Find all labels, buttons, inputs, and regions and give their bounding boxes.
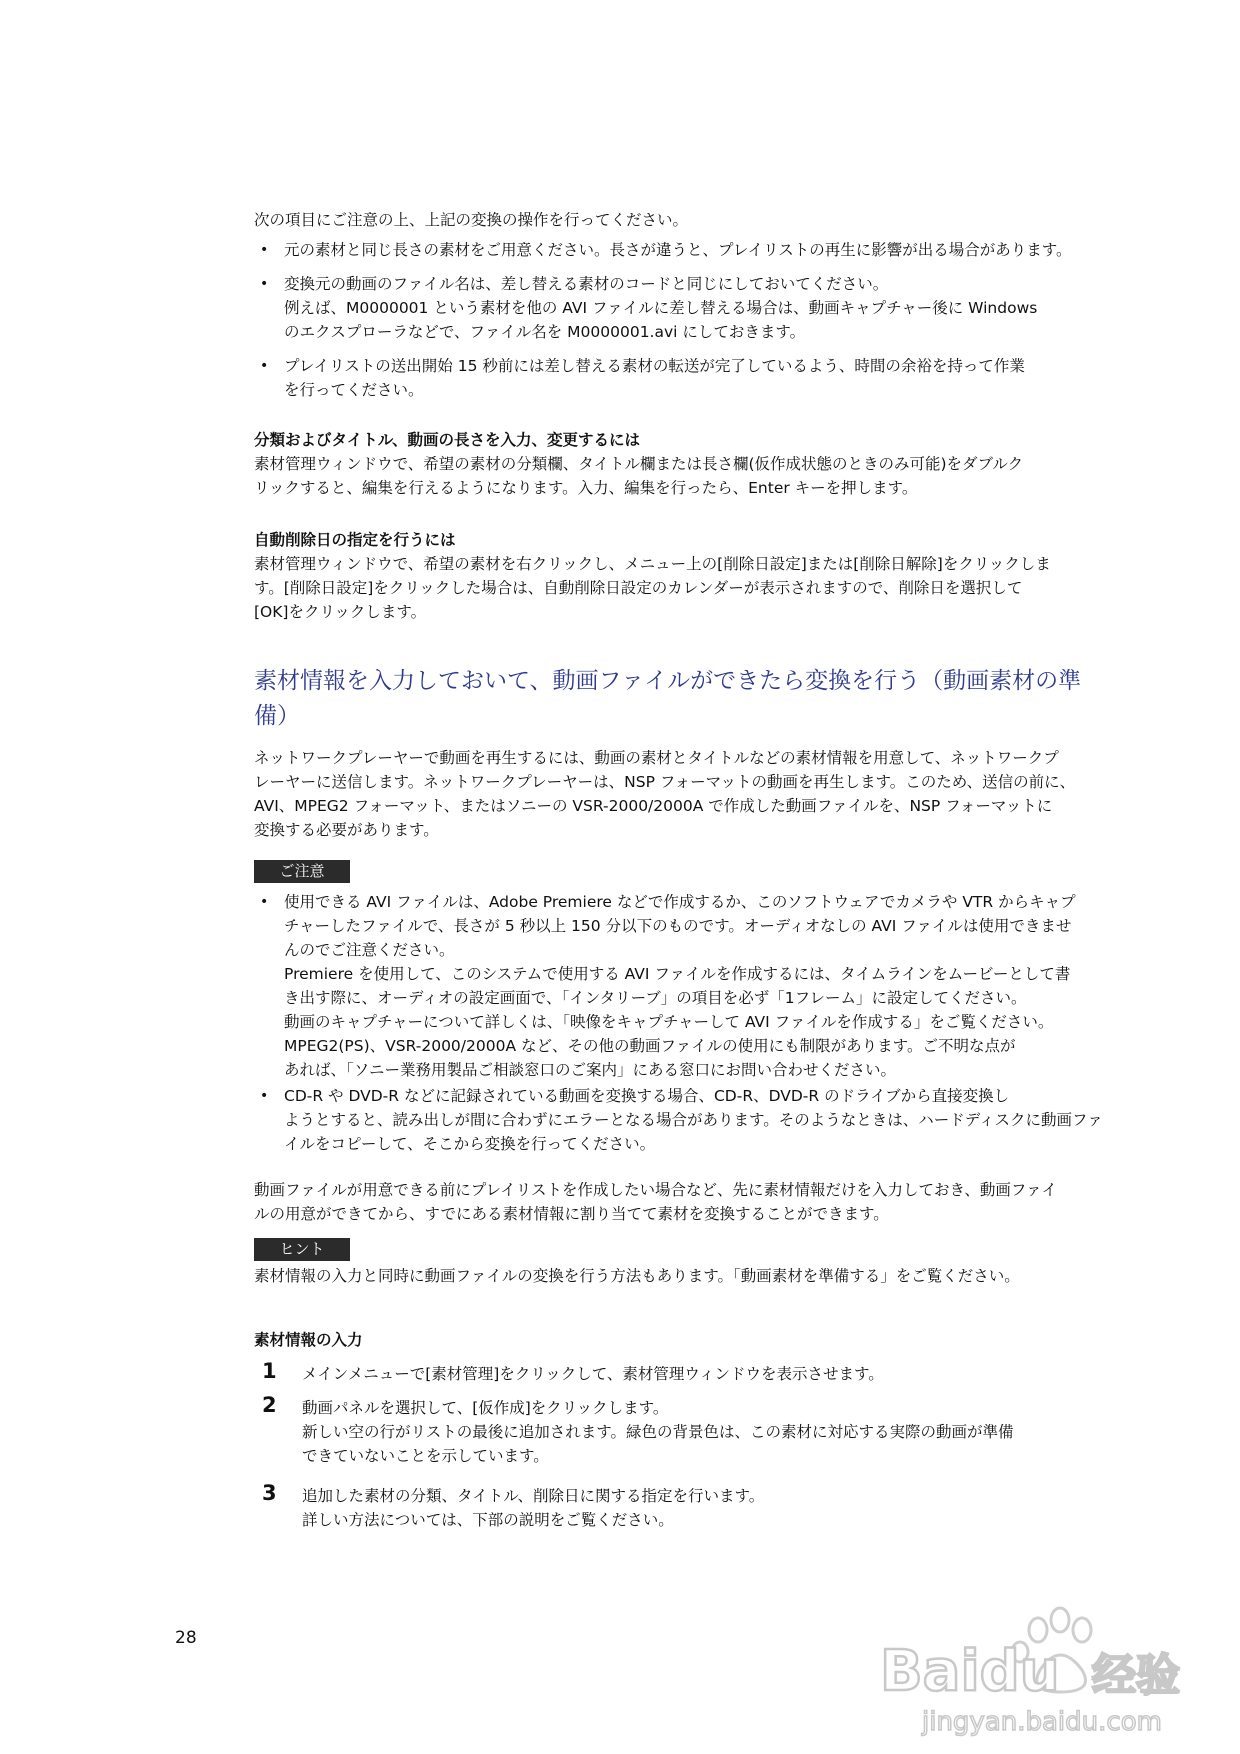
section-heading: 自動削除日の指定を行うには — [254, 531, 456, 549]
hint-text: 素材情報の入力と同時に動画ファイルの変換を行う方法もあります。「動画素材を準備する」をご覧ください。 — [254, 1267, 1020, 1285]
watermark-brand: Baidu — [880, 1639, 1060, 1704]
step-number: 1 — [262, 1359, 277, 1383]
list-item: • CD-R や DVD-R などに記録されている動画を変換する場合、CD-R、DVD-R のドライブから直接変換し ようとすると、読み出しが間に合わずにエラーとなる場合があります。そのようなときは、ハードディスクに動画ファ イルをコピーして、そこから変換を行ってください。 — [254, 1084, 1084, 1156]
hint-text-block — [254, 1264, 1084, 1288]
step-item: 3 追加した素材の分類、タイトル、削除日に関する指定を行います。 詳しい方法については、下部の説明をご覧ください。 — [262, 1481, 765, 1529]
note-list — [254, 890, 1103, 1156]
note-block — [254, 890, 1103, 1156]
list-item: • プレイリストの送出開始 15 秒前には差し替える素材の転送が完了しているよう、時間の余裕を持って作業 を行ってください。 — [254, 354, 1084, 402]
intro-text: 次の項目にご注意の上、上記の変換の操作を行ってください。 — [254, 211, 689, 229]
section-title: 素材情報を入力しておいて、動画ファイルができたら変換を行う（動画素材の準 備） — [254, 668, 1082, 729]
list-item: • 元の素材と同じ長さの素材をご用意ください。長さが違うと、プレイリストの再生に影響が出る場合があります。 — [254, 238, 1084, 262]
paragraph-line: [OK]をクリックします。 — [254, 603, 427, 621]
watermark-suffix: 经验 — [1092, 1650, 1180, 1701]
hint-label: ヒント — [254, 1238, 350, 1261]
step-item: 2 動画パネルを選択して、[仮作成]をクリックします。 新しい空の行がリストの最後に追加されます。緑色の背景色は、この素材に対応する実際の動画が準備 できていないことを示しています。 — [262, 1393, 1014, 1465]
input-section — [254, 1328, 1084, 1352]
paragraph-line: す。[削除日設定]をクリックした場合は、自動削除日設定のカレンダーが表示されますので、削除日を選択して — [254, 579, 1023, 597]
watermark-url: jingyan.baidu.com — [922, 1707, 1162, 1737]
step-number: 2 — [262, 1393, 277, 1417]
edit-fields-section — [254, 428, 1084, 500]
paragraph-line: 素材管理ウィンドウで、希望の素材を右クリックし、メニュー上の[削除日設定]または[削除日解除]をクリックしま — [254, 555, 1051, 573]
caution-list — [254, 238, 1084, 402]
step-item: 1 メインメニューで[素材管理]をクリックして、素材管理ウィンドウを表示させます。 — [262, 1359, 884, 1383]
step-number: 3 — [262, 1481, 277, 1505]
auto-delete-section — [254, 528, 1084, 624]
section-intro-block — [254, 208, 1084, 402]
section-heading: 分類およびタイトル、動画の長さを入力、変更するには — [254, 431, 640, 449]
list-item: • 使用できる AVI ファイルは、Adobe Premiere などで作成するか、このソフトウェアでカメラや VTR からキャプ チャーしたファイルで、長さが 5 秒以上 150 分以下のものです。オーディオなしの AVI ファイルは使用できませ んのでご注意ください。 Premiere を使用して、このシステムで使用する AVI ファイルを作成するには、タイムラインをムービーとして書 き出す際に、オーディオの設定画面で、「インタリーブ」の項目を必ず「1フレーム」に設定してください。 動画のキャプチャーについて詳しくは、「映像をキャプチャーして AVI ファイルを作成する」をご覧ください。 MPEG2(PS)、VSR-2000/2000A など、その他の動画ファイルの使用にも制限があります。ご不明な点が あれば、「ソニー業務用製品ご相談窓口のご案内」にある窓口にお問い合わせください。 — [254, 890, 1084, 1082]
paragraph-line: 素材管理ウィンドウで、希望の素材の分類欄、タイトル欄または長さ欄(仮作成状態のときのみ可能)をダブルク — [254, 455, 1024, 473]
paragraph-line: リックすると、編集を行えるようになります。入力、編集を行ったら、Enter キーを押します。 — [254, 479, 918, 497]
list-item: • 変換元の動画のファイル名は、差し替える素材のコードと同じにしておいてください。 例えば、M0000001 という素材を他の AVI ファイルに差し替える場合は、動画キャプチャー後に Windows のエクスプローラなどで、ファイル名を M0000001.avi にしておきます。 — [254, 272, 1084, 344]
page-number: 28 — [175, 1628, 197, 1648]
note-label: ご注意 — [254, 860, 350, 883]
section-heading: 素材情報の入力 — [254, 1331, 363, 1349]
intro-paragraph: ネットワークプレーヤーで動画を再生するには、動画の素材とタイトルなどの素材情報を用意して、ネットワークプ レーヤーに送信します。ネットワークプレーヤーは、NSP フォーマットの動画を再生します。このため、送信の前に、 AVI、MPEG2 フォーマット、またはソニーの VSR-2000/2000A で作成した動画ファイルを、NSP フォーマットに 変換する必要があります。 — [254, 749, 1076, 839]
prep-paragraph: 動画ファイルが用意できる前にプレイリストを作成したい場合など、先に素材情報だけを入力しておき、動画ファイ ルの用意ができてから、すでにある素材情報に割り当てて素材を変換することができます。 — [254, 1181, 1058, 1223]
baidu-watermark — [870, 1580, 1200, 1750]
